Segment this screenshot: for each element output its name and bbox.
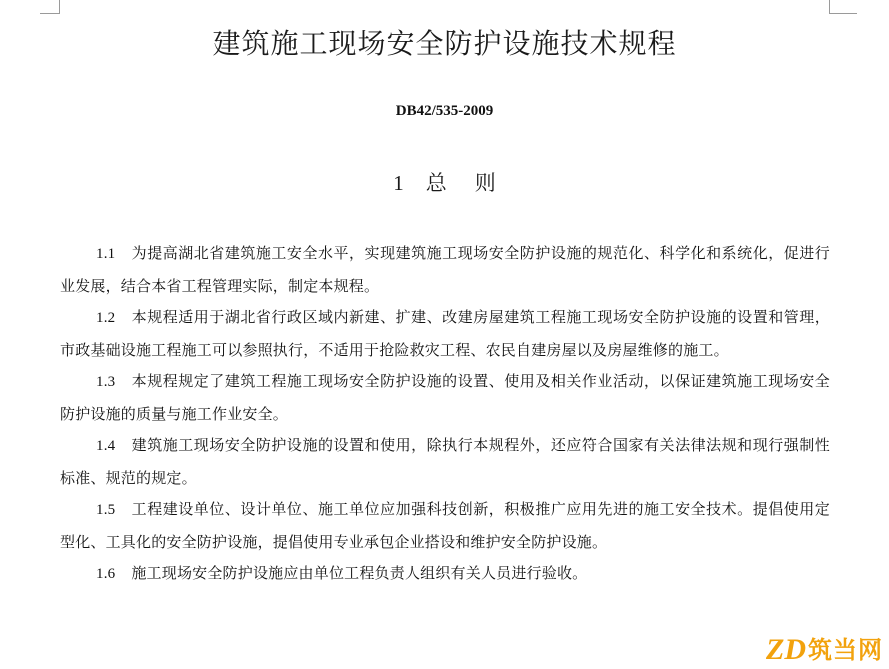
clause-number: 1.4 <box>96 438 116 454</box>
clause-number: 1.5 <box>96 502 116 518</box>
clause-paragraph <box>60 558 830 591</box>
chapter-title-part2: 则 <box>474 171 496 195</box>
watermark-logo <box>766 635 883 665</box>
watermark-mark: ZD <box>766 633 806 666</box>
chapter-title-part1: 总 <box>425 171 447 195</box>
watermark-text: 筑当网 <box>808 636 883 664</box>
clause-paragraph <box>60 366 830 430</box>
clause-number: 1.3 <box>96 374 116 390</box>
clause-number: 1.2 <box>96 310 116 326</box>
clause-text: 为提高湖北省建筑施工安全水平，实现建筑施工现场安全防护设施的规范化、科学化和系统化，促进行业发展，结合本省工程管理实际，制定本规程。 <box>60 244 830 295</box>
standard-code: DB42/535-2009 <box>395 103 494 119</box>
document-body <box>60 238 830 591</box>
clause-paragraph <box>60 238 830 302</box>
clause-text: 本规程规定了建筑工程施工现场安全防护设施的设置、使用及相关作业活动，以保证建筑施工现场安全防护设施的质量与施工作业安全。 <box>60 372 830 423</box>
chapter-number: 1 <box>393 171 404 195</box>
clause-text: 本规程适用于湖北省行政区域内新建、扩建、改建房屋建筑工程施工现场安全防护设施的设置和管理，市政基础设施工程施工可以参照执行，不适用于抢险救灾工程、农民自建房屋以及房屋维修的施工。 <box>60 308 830 359</box>
clause-text: 建筑施工现场安全防护设施的设置和使用，除执行本规程外，还应符合国家有关法律法规和现行强制性标准、规范的规定。 <box>60 436 830 487</box>
clause-paragraph <box>60 494 830 558</box>
clause-number: 1.1 <box>96 246 116 262</box>
clause-number: 1.6 <box>96 566 116 582</box>
clause-text: 施工现场安全防护设施应由单位工程负责人组织有关人员进行验收。 <box>131 564 588 582</box>
chapter-heading <box>0 167 889 197</box>
clause-paragraph <box>60 302 830 366</box>
crop-mark-top-right-horizontal <box>829 13 857 14</box>
clause-text: 工程建设单位、设计单位、施工单位应加强科技创新，积极推广应用先进的施工安全技术。提倡使用定型化、工具化的安全防护设施，提倡使用专业承包企业搭设和维护安全防护设施。 <box>60 500 830 551</box>
document-title: 建筑施工现场安全防护设施技术规程 <box>212 27 677 60</box>
crop-mark-top-right-vertical <box>829 0 830 13</box>
clause-paragraph <box>60 430 830 494</box>
crop-mark-top-left-horizontal <box>40 13 60 14</box>
crop-mark-top-left-vertical <box>59 0 60 13</box>
